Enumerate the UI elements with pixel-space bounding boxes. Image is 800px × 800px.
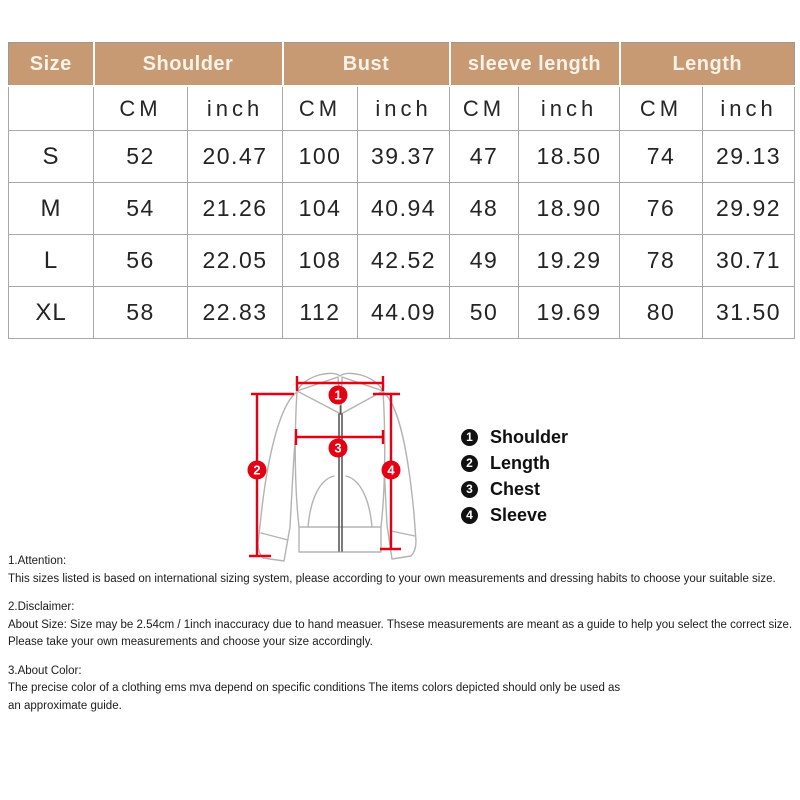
svg-text:3: 3 [334,440,342,456]
table-cell: 19.69 [519,287,620,339]
legend-item-length [461,450,568,476]
unit-header-empty [9,86,94,131]
size-label: M [9,183,94,235]
table-cell: 74 [620,131,703,183]
table-cell: 58 [94,287,188,339]
table-cell: 100 [283,131,358,183]
column-header-bust: Bust [283,43,450,87]
size-label: S [9,131,94,183]
size-table [8,42,795,339]
table-row-s [9,131,795,183]
table-cell: 29.92 [703,183,795,235]
table-cell: 22.83 [188,287,283,339]
table-cell: 18.90 [519,183,620,235]
table-cell: 78 [620,235,703,287]
table-row-l [9,235,795,287]
table-cell: 48 [450,183,519,235]
disclaimer-title: 2.Disclaimer: [8,601,75,613]
circled-number-icon: 4 [461,507,478,524]
table-header-row [9,43,795,87]
table-cell: 19.29 [519,235,620,287]
notes-section [8,553,798,715]
table-cell: 18.50 [519,131,620,183]
table-cell: 76 [620,183,703,235]
table-cell: 31.50 [703,287,795,339]
table-cell: 54 [94,183,188,235]
unit-header: inch [358,86,450,131]
table-cell: 47 [450,131,519,183]
left-sleeve [258,392,298,561]
svg-text:2: 2 [253,462,261,478]
legend-label: Chest [490,478,541,499]
disclaimer-body-line2: Please take your own measurements and choose your size accordingly. [8,636,373,648]
table-row-xl [9,287,795,339]
table-cell: 50 [450,287,519,339]
table-cell: 108 [283,235,358,287]
legend-label: Length [490,452,550,473]
svg-text:4: 4 [387,462,395,478]
body [295,391,384,552]
legend-item-chest [461,476,568,502]
circled-number-icon: 2 [461,455,478,472]
column-header-shoulder: Shoulder [94,43,283,87]
unit-header: inch [703,86,795,131]
table-cell: 56 [94,235,188,287]
table-cell: 104 [283,183,358,235]
unit-header: inch [519,86,620,131]
unit-header: CM [450,86,519,131]
table-cell: 52 [94,131,188,183]
unit-header: CM [283,86,358,131]
table-cell: 40.94 [358,183,450,235]
table-cell: 49 [450,235,519,287]
table-cell: 30.71 [703,235,795,287]
table-cell: 29.13 [703,131,795,183]
disclaimer-body-line1: About Size: Size may be 2.54cm / 1inch inaccuracy due to hand measuer. Thsese measurements are meant as a guide to help you select the correct size. [8,618,793,631]
column-header-size: Size [9,43,94,87]
size-label: XL [9,287,94,339]
table-cell: 44.09 [358,287,450,339]
legend-label: Shoulder [490,426,569,447]
column-header-length: Length [620,43,795,87]
attention-title: 1.Attention: [8,555,67,567]
table-cell: 21.26 [188,183,283,235]
garment-diagram [238,366,420,570]
table-cell: 22.05 [188,235,283,287]
unit-header: CM [620,86,703,131]
about-color-body-line2: an approximate guide. [8,699,122,712]
table-cell: 20.47 [188,131,283,183]
about-color-title: 3.About Color: [8,664,82,677]
unit-header: CM [94,86,188,131]
unit-header: inch [188,86,283,131]
table-cell: 42.52 [358,235,450,287]
legend-label: Sleeve [490,504,548,525]
attention-body: This sizes listed is based on international sizing system, please according to your own measurements and dressing habits to choose your suitable size. [8,572,776,585]
table-cell: 80 [620,287,703,339]
column-header-sleeve-length: sleeve length [450,43,620,87]
about-color-body-line1: The precise color of a clothing ems mva depend on specific conditions The items colors depicted should only be used as [8,682,621,694]
unit-header-row [9,86,795,131]
table-cell: 39.37 [358,131,450,183]
legend-item-shoulder [461,424,568,450]
measurement-legend [461,424,568,528]
table-row-m [9,183,795,235]
circled-number-icon: 1 [461,429,478,446]
circled-number-icon: 3 [461,481,478,498]
table-cell: 112 [283,287,358,339]
svg-text:1: 1 [334,387,342,403]
size-label: L [9,235,94,287]
legend-item-sleeve [461,502,568,528]
